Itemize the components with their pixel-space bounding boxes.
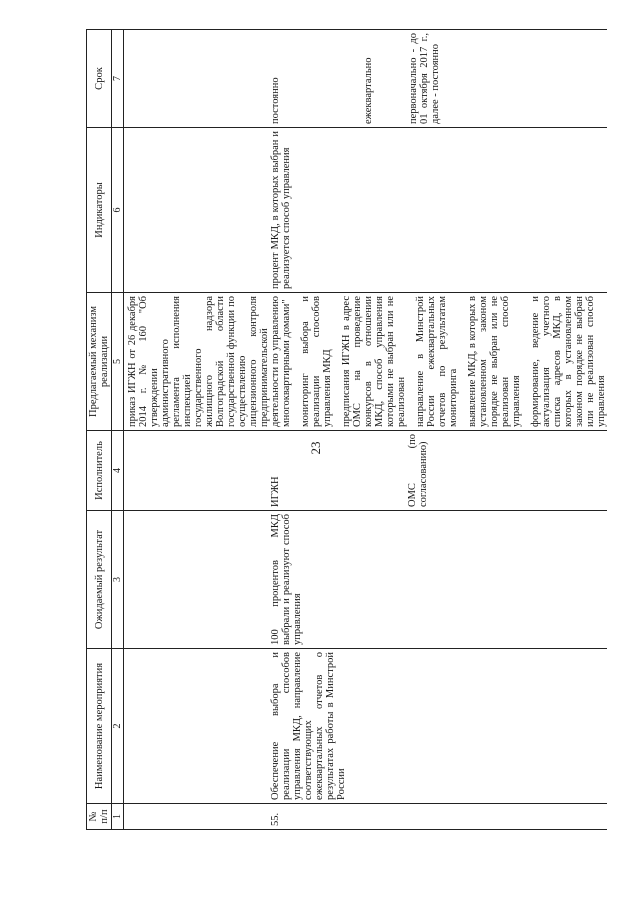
mechanism-item: приказ ИГЖН от 26 декабря 2014 г. № 160 "Об утверждении административного регламента исполнения инспекцией государственного жилищного надзора Волгоградской области государственной функции по осуществлению лицензионного контроля предпринимательской деятельности по управлению многоквартирными домами" bbox=[127, 296, 292, 427]
mechanism-cell bbox=[124, 293, 608, 431]
mechanism-item: выявление МКД, в которых в установленном законом порядке не выбран или не реализован способ управления bbox=[467, 296, 522, 427]
page-number: 23 bbox=[308, 441, 323, 455]
column-number: 2 bbox=[112, 649, 124, 804]
header-mechanism: Предлагаемый механизм реализации bbox=[87, 293, 112, 431]
header-result: Ожидаемый результат bbox=[87, 511, 112, 649]
expected-result-cell bbox=[124, 511, 608, 649]
header-executor: Исполнитель bbox=[87, 431, 112, 511]
column-number: 1 bbox=[112, 804, 124, 830]
executor-igzhn: ИГЖН bbox=[270, 476, 281, 507]
header-row bbox=[87, 30, 112, 830]
term-quarterly: ежеквартально bbox=[363, 57, 374, 124]
column-number-row bbox=[112, 30, 124, 830]
column-number: 3 bbox=[112, 511, 124, 649]
column-number: 5 bbox=[112, 293, 124, 431]
table-row bbox=[124, 30, 608, 830]
header-name: Наименование мероприятия bbox=[87, 649, 112, 804]
mechanism-item: направление в Минстрой России ежеквартальных отчетов по результатам мониторинга bbox=[415, 296, 459, 427]
header-term: Срок bbox=[87, 30, 112, 128]
mechanism-item: мониторинг выбора и реализации способов управления МКД bbox=[300, 296, 333, 427]
expected-result: 100 процентов МКД выбрали и реализуют способ управления bbox=[270, 514, 303, 645]
header-indicators: Индикаторы bbox=[87, 128, 112, 293]
row-number-text: 55. bbox=[270, 812, 281, 826]
executor-oms: ОМС (по согласованию) bbox=[407, 434, 429, 507]
indicator-cell bbox=[124, 128, 608, 293]
term-permanent: постоянно bbox=[270, 77, 281, 124]
column-number: 4 bbox=[112, 431, 124, 511]
action-name-cell bbox=[124, 649, 608, 804]
term-initial: первоначально - до 01 октября 2017 г., далее - постоянно bbox=[408, 33, 441, 124]
rotated-page-content bbox=[86, 30, 606, 830]
column-number: 7 bbox=[112, 30, 124, 128]
row-number bbox=[124, 804, 608, 830]
indicator-text: процент МКД, в которых выбран и реализуется способ управления bbox=[270, 131, 292, 289]
term-cell bbox=[124, 30, 608, 128]
mechanism-item: предписания ИГЖН в адрес ОМС на проведение конкурсов в отношении МКД, способ управления которыми не выбран или не реализован bbox=[341, 296, 407, 427]
action-plan-table bbox=[86, 29, 607, 830]
column-number: 6 bbox=[112, 128, 124, 293]
executor-cell bbox=[124, 431, 608, 511]
action-name: Обеспечение выбора и реализации способов управления МКД, направление соответствующих ежеквартальных отчетов о результатах работы в Минстрой России bbox=[270, 652, 347, 800]
header-num: № п/п bbox=[87, 804, 112, 830]
mechanism-item: формирование, ведение и актуализация учетного списка адресов МКД, в которых в установленном законом порядке не выбран или не реализован способ управления bbox=[530, 296, 607, 427]
